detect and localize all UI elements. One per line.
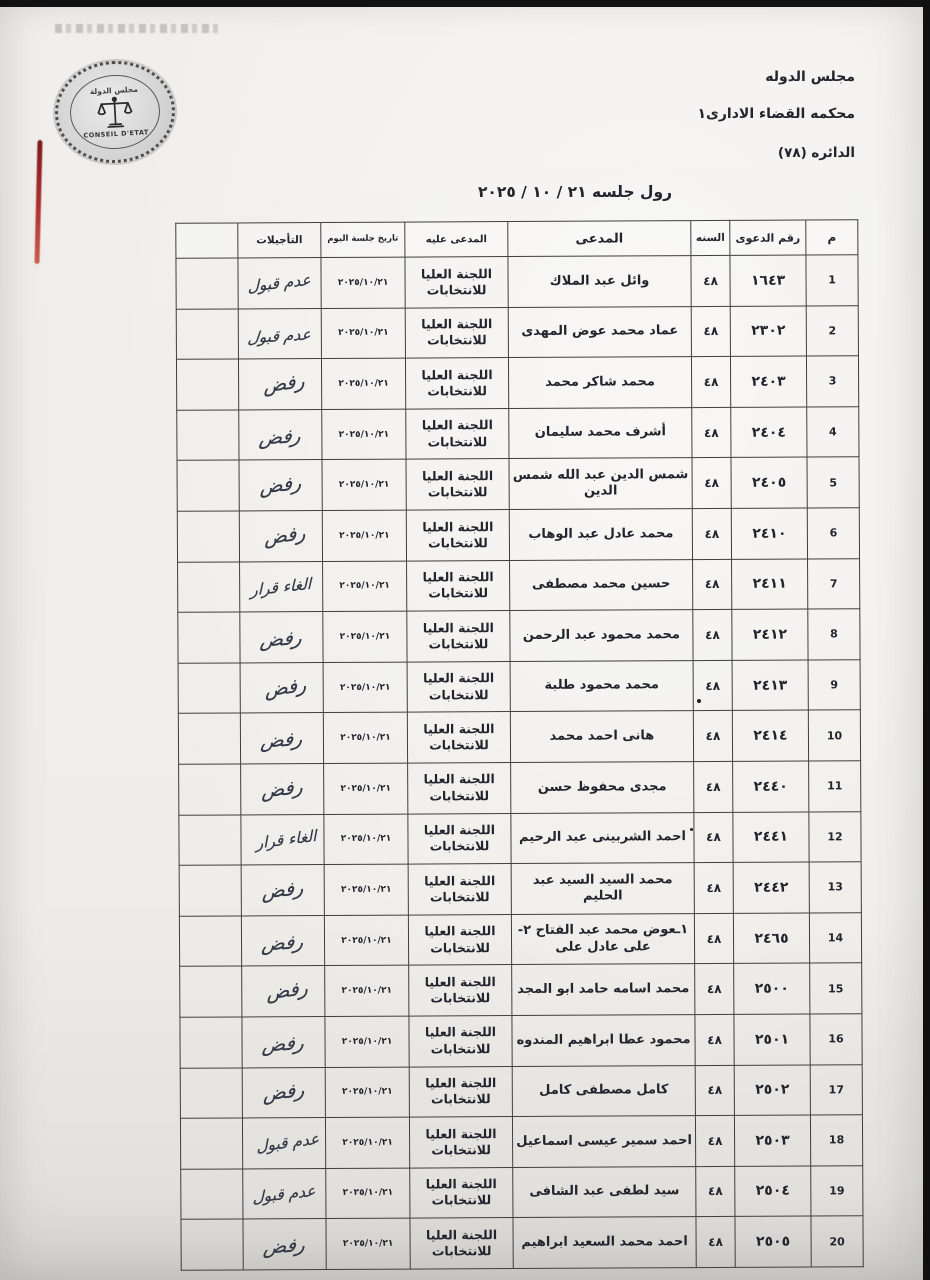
cell-index: 9	[808, 659, 860, 710]
cell-session-date: ٢٠٢٥/١٠/٢١	[324, 915, 408, 966]
table-row	[176, 305, 858, 359]
cell-case-number: ٢٤٤٢	[733, 862, 809, 913]
cell-adjournment	[239, 409, 322, 460]
cell-session-date: ٢٠٢٥/١٠/٢١	[323, 662, 407, 713]
cell-year: ٤٨	[692, 458, 731, 509]
table-row	[179, 912, 861, 966]
table-row	[176, 356, 858, 410]
cell-empty	[178, 612, 240, 663]
cell-plaintiff: وائل عبد الملاك	[508, 256, 691, 308]
red-pen-artifact	[34, 140, 42, 264]
cell-plaintiff: محمد شاكر محمد	[508, 357, 691, 409]
cell-adjournment	[242, 1118, 325, 1169]
cell-adjournment	[238, 258, 321, 309]
cell-year: ٤٨	[696, 1166, 735, 1217]
handwritten-adjournment-note: عدم قبول	[252, 1181, 316, 1207]
scales-of-justice-icon	[95, 95, 135, 131]
cell-adjournment	[240, 713, 323, 764]
cell-defendant: اللجنة العليا للانتخابات	[409, 965, 512, 1016]
header-session-date: تاريخ جلسة اليوم	[321, 222, 405, 257]
cell-year: ٤٨	[695, 1115, 734, 1166]
cell-empty	[180, 966, 242, 1017]
cell-year: ٤٨	[695, 1014, 734, 1065]
table-row	[180, 963, 862, 1017]
org-circuit-number: الدائره (٧٨)	[777, 145, 855, 161]
cell-case-number: ٢٤١١	[732, 559, 808, 610]
cell-plaintiff: حسين محمد مصطفى	[510, 559, 693, 611]
cell-defendant: اللجنة العليا للانتخابات	[407, 661, 510, 712]
handwritten-adjournment-note: الغاء قرار	[250, 574, 312, 600]
cell-adjournment	[242, 966, 325, 1017]
cell-session-date: ٢٠٢٥/١٠/٢١	[325, 965, 409, 1016]
cell-index: 8	[808, 609, 860, 660]
cell-empty	[176, 258, 238, 309]
cell-session-date: ٢٠٢٥/١٠/٢١	[322, 510, 406, 561]
table-row	[180, 1064, 862, 1118]
table-row	[178, 710, 860, 764]
cell-session-date: ٢٠٢٥/١٠/٢١	[326, 1168, 410, 1219]
cell-plaintiff: محمد اسامه حامد ابو المجد	[512, 964, 695, 1016]
cell-empty	[179, 764, 241, 815]
cell-year: ٤٨	[691, 255, 730, 306]
cell-empty	[180, 1067, 242, 1118]
cell-case-number: ٢٤١٢	[732, 609, 808, 660]
cell-plaintiff: سيد لطفى عبد الشافى	[513, 1166, 696, 1218]
handwritten-adjournment-note: رفض	[261, 775, 303, 803]
cell-empty	[178, 663, 240, 714]
scan-edge-top	[0, 0, 930, 7]
cell-adjournment	[242, 1067, 325, 1118]
cell-defendant: اللجنة العليا للانتخابات	[409, 1117, 512, 1168]
cell-case-number: ٢٥٠٣	[734, 1115, 810, 1166]
cell-plaintiff: أشرف محمد سليمان	[509, 407, 692, 459]
cell-empty	[178, 713, 240, 764]
cell-case-number: ٢٤٤١	[733, 812, 809, 863]
council-of-state-seal	[52, 58, 177, 166]
cell-defendant: اللجنة العليا للانتخابات	[410, 1167, 513, 1218]
table-row	[179, 862, 861, 916]
cell-plaintiff: ١ـعوض محمد عبد الفتاح ٢- على عادل على	[511, 913, 694, 965]
cell-case-number: ٢٤١٠	[731, 508, 807, 559]
handwritten-adjournment-note: رفض	[260, 930, 305, 956]
cell-defendant: اللجنة العليا للانتخابات	[408, 864, 511, 915]
table-row	[177, 508, 859, 562]
seal-french-text: CONSEIL D'ETAT	[83, 127, 149, 140]
cell-index: 12	[809, 811, 861, 862]
cell-defendant: اللجنة العليا للانتخابات	[406, 408, 509, 459]
cell-case-number: ٢٤٦٥	[733, 913, 809, 964]
table-row	[177, 407, 859, 461]
cell-case-number: ٢٥٠٥	[735, 1216, 811, 1267]
cell-defendant: اللجنة العليا للانتخابات	[409, 1066, 512, 1117]
cell-year: ٤٨	[692, 508, 731, 559]
cell-index: 10	[808, 710, 860, 761]
table-header-row	[176, 220, 858, 259]
cell-index: 1	[806, 255, 858, 306]
cell-defendant: اللجنة العليا للانتخابات	[410, 1218, 513, 1269]
cell-index: 3	[806, 356, 858, 407]
roll-table-body	[176, 255, 863, 1270]
table-row	[176, 255, 858, 309]
cell-session-date: ٢٠٢٥/١٠/٢١	[323, 712, 407, 763]
cell-year: ٤٨	[694, 761, 733, 812]
cell-index: 4	[807, 407, 859, 458]
cell-plaintiff: محمد محمود عبد الرحمن	[510, 610, 693, 662]
table-row	[179, 761, 861, 815]
cell-defendant: اللجنة العليا للانتخابات	[405, 307, 508, 358]
cell-index: 6	[807, 508, 859, 559]
cell-plaintiff: هانى احمد محمد	[510, 711, 693, 763]
cell-session-date: ٢٠٢٥/١٠/٢١	[321, 358, 405, 409]
session-roll-title: رول جلسه ٢١ / ١٠ / ٢٠٢٥	[477, 183, 673, 201]
table-row	[180, 1115, 862, 1169]
cell-case-number: ٢٤٠٥	[731, 457, 807, 508]
cell-year: ٤٨	[695, 1065, 734, 1116]
seal-arabic-text: مجلس الدولة	[89, 84, 139, 97]
cell-session-date: ٢٠٢٥/١٠/٢١	[321, 308, 405, 359]
header-defendant: المدعى عليه	[405, 222, 508, 258]
cell-year: ٤٨	[695, 964, 734, 1015]
handwritten-adjournment-note: الغاء قرار	[255, 826, 318, 853]
cell-session-date: ٢٠٢٥/١٠/٢١	[322, 409, 406, 460]
cell-defendant: اللجنة العليا للانتخابات	[405, 257, 508, 308]
handwritten-adjournment-note: عدم قبول	[256, 1130, 320, 1157]
cell-year: ٤٨	[691, 357, 730, 408]
cell-year: ٤٨	[692, 407, 731, 458]
cell-defendant: اللجنة العليا للانتخابات	[408, 914, 511, 965]
cell-case-number: ٢٤٠٤	[731, 407, 807, 458]
table-row	[178, 558, 860, 612]
table-row	[181, 1216, 863, 1270]
handwritten-adjournment-note: رفض	[263, 1079, 305, 1106]
paper-page	[0, 7, 923, 1280]
cell-adjournment	[241, 865, 324, 916]
cell-empty	[181, 1169, 243, 1220]
cell-defendant: اللجنة العليا للانتخابات	[405, 358, 508, 409]
cell-session-date: ٢٠٢٥/١٠/٢١	[324, 814, 408, 865]
cell-index: 19	[811, 1165, 863, 1216]
handwritten-adjournment-note: رفض	[262, 370, 306, 398]
cell-session-date: ٢٠٢٥/١٠/٢١	[322, 459, 406, 510]
cell-plaintiff: مجدى محفوظ حسن	[511, 762, 694, 814]
header-adjournments: التأجيلات	[238, 223, 321, 258]
cell-year: ٤٨	[693, 711, 732, 762]
cell-plaintiff: احمد سمير عيسى اسماعيل	[512, 1116, 695, 1168]
cell-plaintiff: احمد محمد السعيد ابراهيم	[513, 1217, 696, 1269]
org-name-court: محكمه القضاء الادارى١	[697, 106, 855, 122]
cell-year: ٤٨	[693, 559, 732, 610]
header-empty-column	[176, 223, 238, 258]
handwritten-adjournment-note: رفض	[258, 424, 303, 450]
cell-case-number: ٢٣٠٢	[730, 306, 806, 357]
cell-defendant: اللجنة العليا للانتخابات	[408, 762, 511, 813]
cell-year: ٤٨	[694, 812, 733, 863]
handwritten-adjournment-note: رفض	[264, 673, 307, 701]
cell-empty	[181, 1219, 243, 1270]
cell-plaintiff: احمد الشربينى عبد الرحيم	[511, 812, 694, 864]
cell-session-date: ٢٠٢٥/١٠/٢١	[325, 1117, 409, 1168]
cell-index: 7	[808, 558, 860, 609]
header-index: م	[806, 220, 858, 255]
faint-scan-smudge	[55, 24, 223, 33]
cell-case-number: ٢٥٠٠	[734, 963, 810, 1014]
cell-year: ٤٨	[694, 913, 733, 964]
cell-index: 18	[810, 1115, 862, 1166]
handwritten-adjournment-note: عدم قبول	[248, 271, 312, 297]
cell-empty	[179, 814, 241, 865]
cell-empty	[179, 865, 241, 916]
cell-adjournment	[238, 359, 321, 410]
cell-adjournment	[239, 460, 322, 511]
header-case-number: رقم الدعوى	[730, 220, 806, 255]
cell-adjournment	[241, 763, 324, 814]
cell-plaintiff: محمد السيد السيد عبد الحليم	[511, 863, 694, 915]
cell-plaintiff: شمس الدين عبد الله شمس الدين	[509, 458, 692, 510]
cell-index: 11	[809, 761, 861, 812]
cell-session-date: ٢٠٢٥/١٠/٢١	[324, 864, 408, 915]
cell-case-number: ٢٥٠٤	[735, 1166, 811, 1217]
cell-index: 17	[810, 1064, 862, 1115]
table-row	[178, 609, 860, 663]
cell-plaintiff: كامل مصطفى كامل	[512, 1065, 695, 1117]
cell-empty	[178, 562, 240, 613]
table-row	[177, 457, 859, 511]
scan-edge-right	[923, 0, 930, 1280]
cell-index: 15	[810, 963, 862, 1014]
handwritten-adjournment-note: رفض	[266, 977, 309, 1005]
table-row	[178, 659, 860, 713]
cell-empty	[177, 511, 239, 562]
org-name-council: مجلس الدوله	[765, 69, 855, 85]
cell-adjournment	[239, 510, 322, 561]
cell-adjournment	[243, 1168, 326, 1219]
cell-case-number: ٢٤١٤	[732, 710, 808, 761]
handwritten-adjournment-note: رفض	[263, 521, 307, 550]
handwritten-adjournment-note: عدم قبول	[247, 325, 313, 348]
cell-plaintiff: محمد محمود طلبة	[510, 660, 693, 712]
table-row	[180, 1014, 862, 1068]
cell-adjournment	[238, 308, 321, 359]
table-row	[179, 811, 861, 865]
cell-session-date: ٢٠٢٥/١٠/٢١	[325, 1067, 409, 1118]
cell-index: 5	[807, 457, 859, 508]
seal-inner-ring	[68, 73, 162, 152]
handwritten-adjournment-note: رفض	[262, 876, 304, 904]
handwritten-adjournment-note: رفض	[259, 626, 304, 652]
cell-defendant: اللجنة العليا للانتخابات	[408, 813, 511, 864]
session-roll-table	[175, 219, 863, 1270]
cell-adjournment	[241, 915, 324, 966]
cell-defendant: اللجنة العليا للانتخابات	[406, 459, 509, 510]
cell-adjournment	[240, 612, 323, 663]
table-row	[181, 1165, 863, 1219]
cell-session-date: ٢٠٢٥/١٠/٢١	[321, 257, 405, 308]
cell-year: ٤٨	[691, 306, 730, 357]
cell-year: ٤٨	[693, 610, 732, 661]
cell-empty	[179, 916, 241, 967]
cell-year: ٤٨	[693, 660, 732, 711]
cell-session-date: ٢٠٢٥/١٠/٢١	[325, 1016, 409, 1067]
cell-case-number: ٢٤٤٠	[733, 761, 809, 812]
cell-adjournment	[242, 1016, 325, 1067]
header-plaintiff: المدعى	[508, 221, 691, 257]
cell-empty	[180, 1017, 242, 1068]
cell-adjournment	[240, 662, 323, 713]
handwritten-adjournment-note: رفض	[259, 472, 302, 499]
header-year: السنه	[691, 220, 730, 255]
cell-plaintiff: محمد عادل عبد الوهاب	[509, 509, 692, 561]
cell-empty	[180, 1118, 242, 1169]
cell-session-date: ٢٠٢٥/١٠/٢١	[324, 763, 408, 814]
cell-empty	[176, 359, 238, 410]
cell-session-date: ٢٠٢٥/١٠/٢١	[323, 561, 407, 612]
handwritten-adjournment-note: رفض	[262, 1234, 307, 1259]
cell-defendant: اللجنة العليا للانتخابات	[406, 510, 509, 561]
cell-plaintiff: محمود عطا ابراهيم المندوه	[512, 1014, 695, 1066]
cell-index: 2	[806, 305, 858, 356]
cell-case-number: ٢٥٠١	[734, 1014, 810, 1065]
cell-empty	[177, 410, 239, 461]
cell-adjournment	[243, 1219, 326, 1270]
cell-case-number: ٢٥٠٢	[734, 1064, 810, 1115]
cell-index: 13	[809, 862, 861, 913]
cell-index: 16	[810, 1014, 862, 1065]
cell-year: ٤٨	[694, 863, 733, 914]
cell-year: ٤٨	[696, 1217, 735, 1268]
cell-defendant: اللجنة العليا للانتخابات	[409, 1015, 512, 1066]
cell-plaintiff: عماد محمد عوض المهدى	[508, 306, 691, 358]
cell-session-date: ٢٠٢٥/١٠/٢١	[326, 1218, 410, 1269]
handwritten-adjournment-note: رفض	[261, 1031, 306, 1057]
cell-case-number: ٢٤٠٣	[730, 356, 806, 407]
cell-index: 20	[811, 1216, 863, 1267]
handwritten-adjournment-note: رفض	[259, 728, 304, 753]
cell-empty	[177, 460, 239, 511]
cell-adjournment	[241, 814, 324, 865]
cell-defendant: اللجنة العليا للانتخابات	[407, 712, 510, 763]
cell-adjournment	[240, 561, 323, 612]
cell-defendant: اللجنة العليا للانتخابات	[407, 560, 510, 611]
cell-case-number: ١٦٤٣	[730, 255, 806, 306]
cell-case-number: ٢٤١٣	[732, 660, 808, 711]
cell-defendant: اللجنة العليا للانتخابات	[407, 611, 510, 662]
cell-empty	[176, 309, 238, 360]
cell-index: 14	[809, 912, 861, 963]
cell-session-date: ٢٠٢٥/١٠/٢١	[323, 611, 407, 662]
